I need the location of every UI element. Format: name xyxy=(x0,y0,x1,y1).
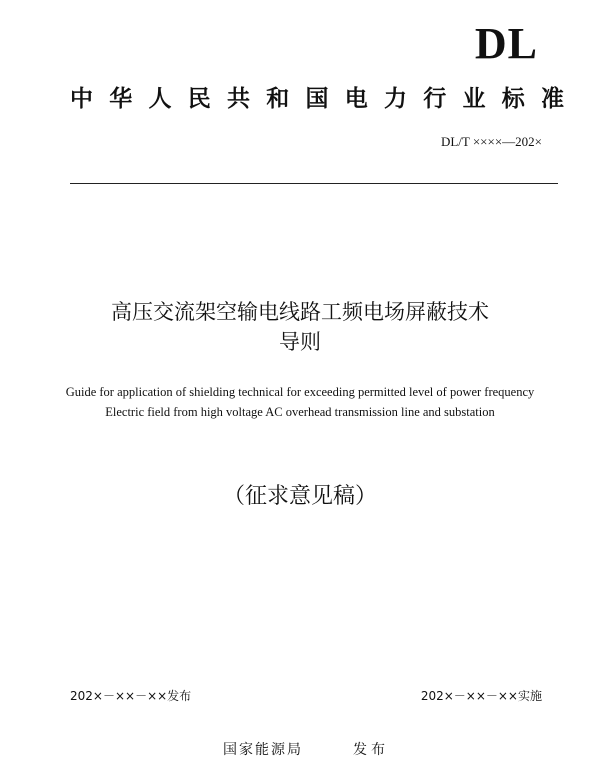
publisher-name: 国家能源局 xyxy=(223,742,303,758)
document-title-english: Guide for application of shielding technical for exceeding permitted level of power frequency Electric field from high voltage AC overhead transmission line and substation xyxy=(65,385,535,419)
issue-date: 202×－××－××发布 xyxy=(70,689,192,703)
header-divider xyxy=(70,183,558,184)
title-chinese-line1: 高压交流架空输电线路工频电场屏蔽技术 xyxy=(111,300,489,324)
document-title-chinese xyxy=(40,297,560,357)
standard-category-title: 中华人民共和国电力行业标准 xyxy=(70,86,564,112)
draft-status: （征求意见稿） xyxy=(222,484,377,509)
standard-number: DL/T ××××—202× xyxy=(440,134,542,149)
publish-action: 发布 xyxy=(353,742,389,758)
title-chinese-line2: 导则 xyxy=(279,330,321,354)
standard-logo: DL xyxy=(474,19,538,68)
implementation-date: 202×－××－××实施 xyxy=(420,689,542,703)
